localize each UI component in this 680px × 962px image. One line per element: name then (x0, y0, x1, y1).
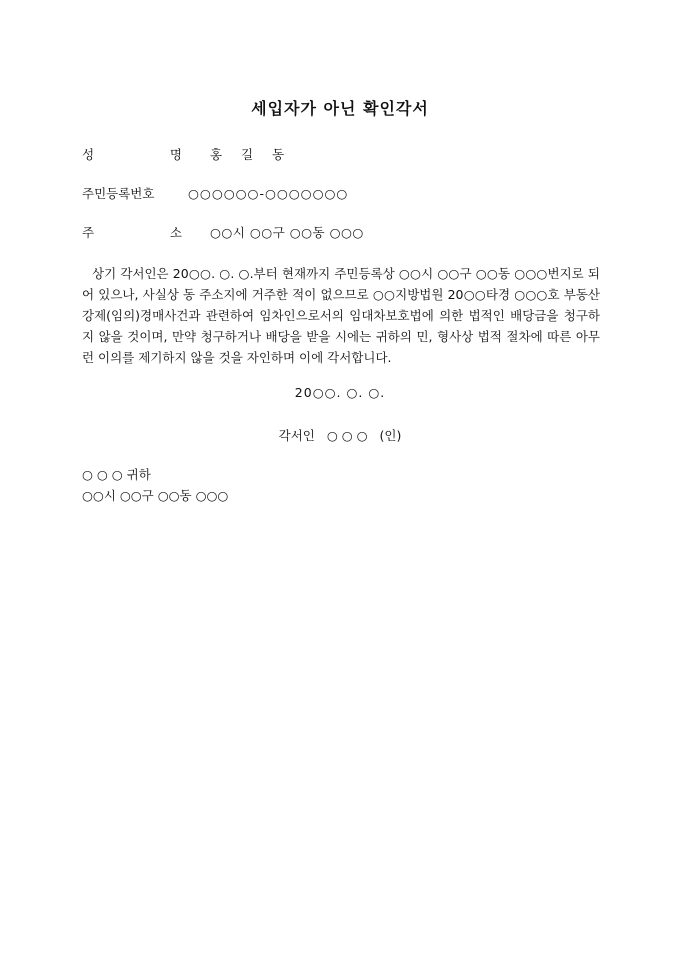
signer-label: 각서인 (278, 428, 315, 443)
name-label-part: 명 (169, 147, 182, 162)
name-label-part: 성 (82, 147, 95, 162)
name-label (82, 145, 182, 163)
address-label (82, 223, 182, 241)
document-date: 20○○. ○. ○. (294, 385, 386, 400)
resident-number-value: ○○○○○○-○○○○○○○ (188, 186, 349, 201)
address-label-part: 주 (82, 225, 95, 240)
addressee-address: ○○시 ○○구 ○○동 ○○○ (82, 488, 229, 503)
resident-number-label: 주민등록번호 (82, 186, 155, 201)
addressee-name: ○ ○ ○ 귀하 (82, 467, 151, 482)
seal-mark: (인) (379, 428, 402, 443)
name-value: 홍 길 동 (210, 147, 285, 162)
resident-number-row (82, 184, 348, 202)
document-title: 세입자가 아닌 확인각서 (251, 99, 429, 118)
signer-name: ○ ○ ○ (326, 428, 368, 443)
addressee-block (82, 464, 228, 506)
name-row (82, 145, 285, 163)
signer-line (0, 426, 680, 444)
address-label-part: 소 (169, 225, 182, 240)
pledge-body-text: 상기 각서인은 20○○. ○. ○.부터 현재까지 주민등록상 ○○시 ○○구 ○○동 ○○○번지로 되어 있으나, 사실상 동 주소지에 거주한 적이 없으므로 ○○지방법원 20○○타경 ○○○호 부동산 강제(임의)경매사건과 관련하여 임차인으로서의 임대차보호법에 의한 법적인 배당금을 청구하지 않을 것이며, 만약 청구하거나 배당을 받을 시에는 귀하의 민, 형사상 법적 절차에 따른 아무런 이의를 제기하지 않을 것을 자인하며 이에 각서합니다. (82, 266, 601, 365)
address-row (82, 223, 364, 241)
address-value: ○○시 ○○구 ○○동 ○○○ (210, 225, 364, 240)
